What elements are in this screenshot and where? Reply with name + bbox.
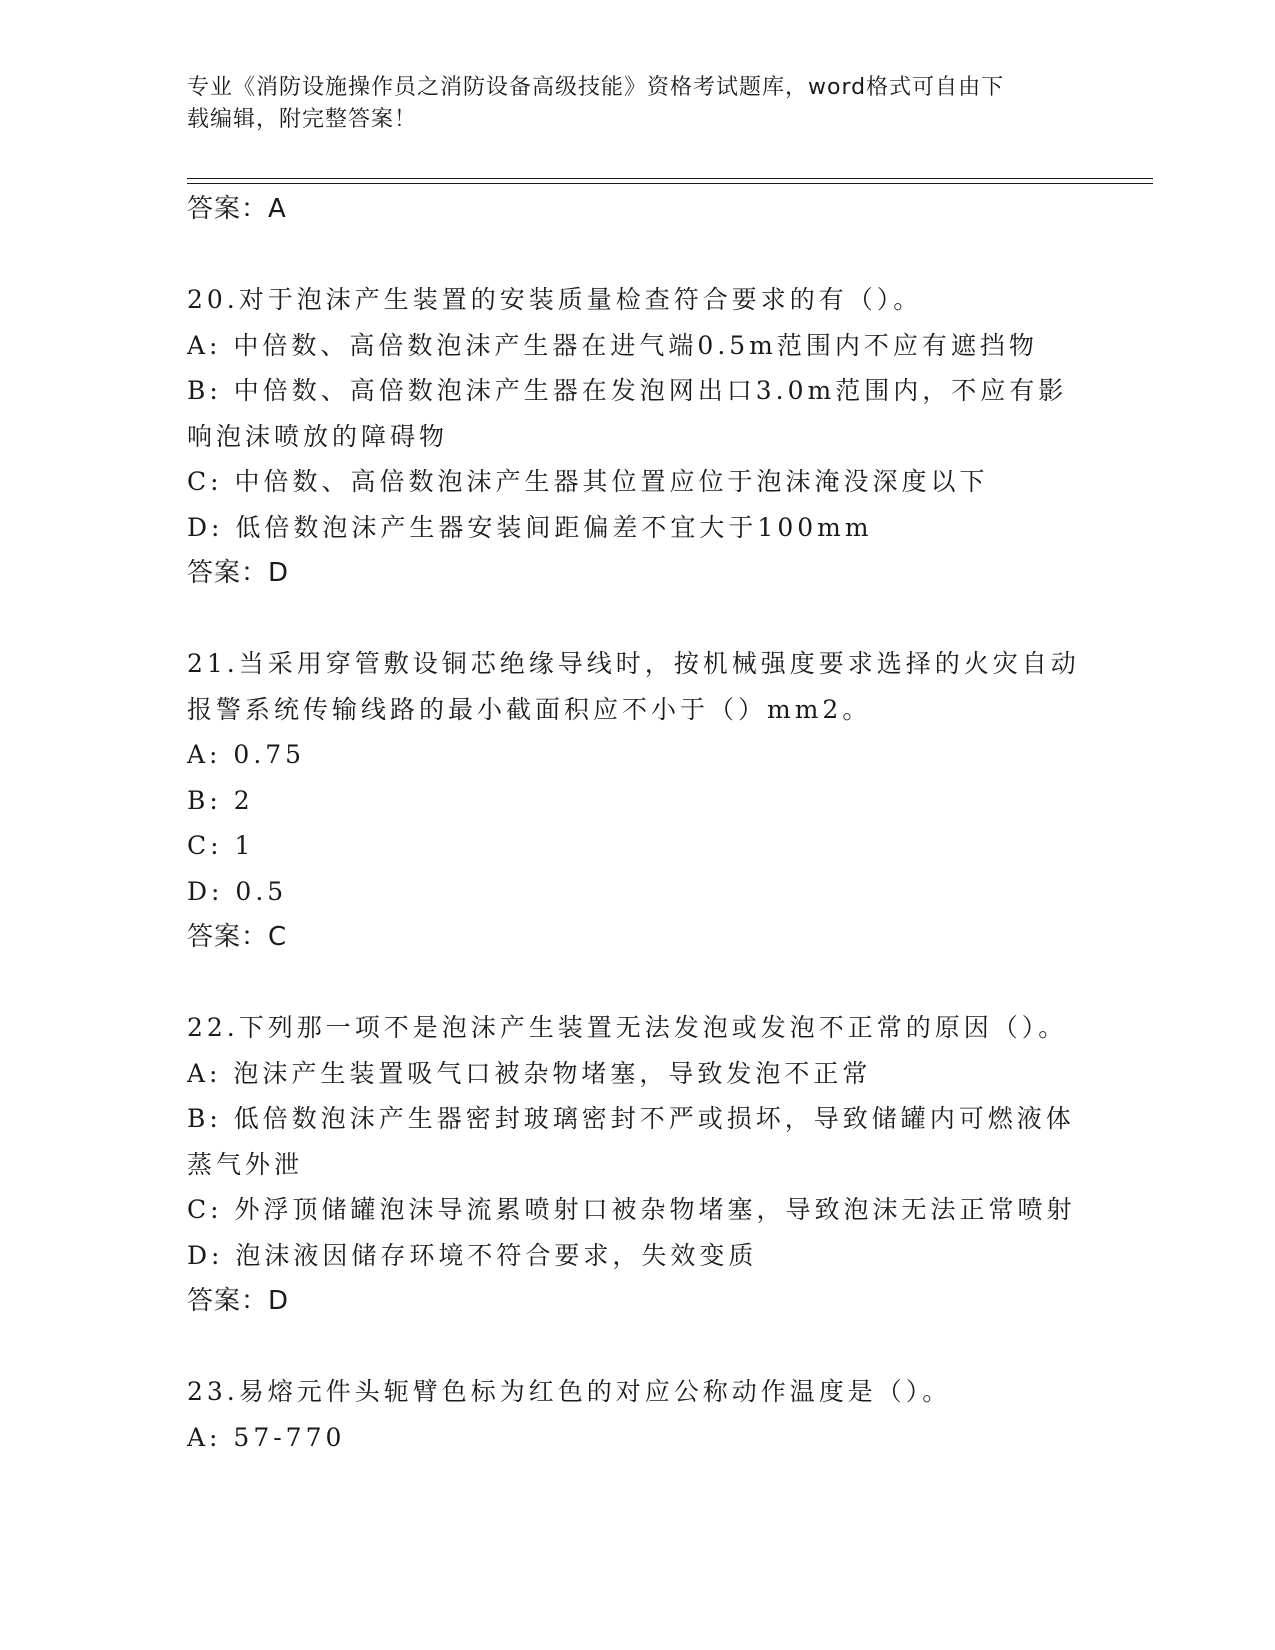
option-c: C: 中倍数、高倍数泡沫产生器其位置应位于泡沫淹没深度以下 bbox=[187, 467, 989, 496]
spacer bbox=[187, 596, 1153, 641]
question-block bbox=[187, 641, 1153, 960]
spacer bbox=[187, 1324, 1153, 1369]
spacer bbox=[187, 960, 1153, 1005]
option-d: D: 低倍数泡沫产生器安装间距偏差不宜大于100mm bbox=[187, 512, 873, 542]
option-a: A: 泡沫产生装置吸气口被杂物堵塞，导致发泡不正常 bbox=[187, 1058, 872, 1088]
question-stem: 20.对于泡沫产生装置的安装质量检查符合要求的有（）。 bbox=[187, 285, 923, 314]
option-a: A: 57-770 bbox=[187, 1422, 346, 1452]
question-stem: 23.易熔元件头轭臂色标为红色的对应公称动作温度是（）。 bbox=[187, 1377, 952, 1406]
option-c: C: 外浮顶储罐泡沫导流累喷射口被杂物堵塞，导致泡沫无法正常喷射 bbox=[187, 1195, 1076, 1224]
option-b: B: 中倍数、高倍数泡沫产生器在发泡网出口3.0m范围内，不应有影 bbox=[187, 376, 1068, 405]
option-d: D: 泡沫液因储存环境不符合要求，失效变质 bbox=[187, 1240, 758, 1270]
answer-line: 答案：D bbox=[187, 558, 290, 588]
header-rule-bottom bbox=[187, 183, 1153, 184]
option-a: A: 0.75 bbox=[187, 740, 306, 769]
option-b-continued: 蒸气外泄 bbox=[187, 1149, 304, 1179]
option-c: C: 1 bbox=[187, 831, 255, 860]
question-block bbox=[187, 1005, 1153, 1324]
question-list bbox=[187, 186, 1153, 1460]
answer-line: 答案：D bbox=[187, 1286, 290, 1316]
option-a: A: 中倍数、高倍数泡沫产生器在进气端0.5m范围内不应有遮挡物 bbox=[187, 330, 1038, 360]
answer-line: 答案：A bbox=[187, 194, 287, 224]
question-stem: 21.当采用穿管敷设铜芯绝缘导线时，按机械强度要求选择的火灾自动 bbox=[187, 649, 1080, 678]
question-block bbox=[187, 1369, 1153, 1460]
header-line-1: 专业《消防设施操作员之消防设备高级技能》资格考试题库，word格式可自由下 bbox=[187, 75, 1005, 100]
question-stem-continued: 报警系统传输线路的最小截面积应不小于（）mm2。 bbox=[187, 694, 872, 724]
option-b: B: 2 bbox=[187, 785, 254, 815]
header-rule-top bbox=[187, 178, 1153, 179]
option-b-continued: 响泡沫喷放的障碍物 bbox=[187, 421, 449, 451]
option-b: B: 低倍数泡沫产生器密封玻璃密封不严或损坏，导致储罐内可燃液体 bbox=[187, 1104, 1075, 1133]
question-stem: 22.下列那一项不是泡沫产生装置无法发泡或发泡不正常的原因（）。 bbox=[187, 1013, 1068, 1042]
question-block bbox=[187, 277, 1153, 596]
header-line-2: 载编辑，附完整答案！ bbox=[187, 107, 418, 132]
document-header bbox=[187, 72, 1067, 136]
spacer bbox=[187, 232, 1153, 277]
option-d: D: 0.5 bbox=[187, 876, 288, 906]
answer-line: 答案：C bbox=[187, 922, 288, 952]
